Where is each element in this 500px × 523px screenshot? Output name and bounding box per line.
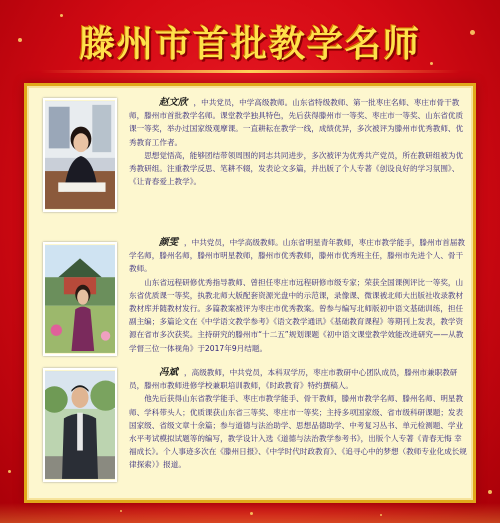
title-bar: [0, 10, 500, 72]
bottom-glow: [0, 503, 500, 523]
teacher-bio-2-para-1: 颜雯 ，中共党员，中学高级教师。山东省明星青年教师，枣庄市教学能手，滕州市首届教学名师，滕州名师，滕州市明星教师，滕州市优秀教师，滕州市优秀班主任，滕州市先进个人、骨干教师。: [129, 237, 465, 274]
teacher-bio-2: [129, 236, 469, 355]
teacher-bio-3-para-1: 冯斌 ，高级教师，中共党员，本科双学历，枣庄市教研中心团队成员，滕州市兼职教研员，滕州市教师进修学校兼职培训教师，《时政教育》特约撰稿人。: [129, 367, 458, 391]
teacher-bio-1: [129, 96, 469, 188]
teacher-bio-1-para-2: 思想觉悟高，能够团结带领周围的同志共同进步，多次被评为优秀共产党员，所在教研组被为优秀教研组。注重教学反思、笔耕不辍，发表论文多篇，并出版了个人专著《创设良好的学习氛围》、《让青春爱上教学》。: [129, 150, 464, 187]
teacher-bio-3-para-2: 他先后获得山东省教学能手、枣庄市教学能手、骨干教师，滕州市教学名师、滕州名师、明星教师、学科带头人；优质课获山东省三等奖、枣庄市一等奖；主持多项国家级、省市级科研课题；发表国家级、省级文章十余篇；参与道德与法治助学、思想品德助学、中考复习丛书、单元检测题、学业水平考试模拟试题等的编写，教学设计入选《道德与法治教学参考书》，出版个人专著《青春无悔 幸福成长》。个人事迹多次在《滕州日报》、《中学时代时政教育》、《追寻心中的梦想（教师专业化成长规律探索）》报道。: [129, 394, 467, 470]
sparkle: [8, 470, 11, 473]
teacher-bio-3: [129, 366, 469, 472]
sparkle: [488, 490, 492, 494]
title-underline: [40, 70, 460, 73]
page-title: 滕州市首批教学名师: [78, 23, 421, 65]
teacher-photo-3: [43, 368, 117, 482]
teacher-photo-3-image: [45, 370, 115, 480]
teacher-photo-2-image: [45, 244, 115, 354]
content-panel: [24, 83, 476, 503]
teacher-bio-1-para-1: 赵文欣 ，中共党员，中学高级教师。山东省特级教师、第一批枣庄名师、枣庄市骨干教师，滕州市首批教学名师。课堂教学独具特色，先后获得滕州市一等奖、枣庄市一等奖、山东省优质课一等奖，举办过国家级观摩课。一直耕耘在教学一线，成绩优异，多次被评为滕州市优秀教师、优秀教育工作者。: [129, 97, 464, 147]
teacher-name-3: 冯斌: [159, 367, 179, 378]
teacher-photo-2: [43, 242, 117, 356]
teacher-name-2: 颜雯: [159, 237, 179, 248]
teacher-photo-1-image: [45, 100, 115, 210]
teacher-bio-2-para-2: 山东省远程研修优秀指导教师、曾担任枣庄市远程研修市级专家；荣获全国课例评比一等奖，山东省优质课一等奖，执教北师大版配套资源光盘中的示范课，录像课、微课被北师大出版社收录教材教材库并随教材发行。多篇教案被评为枣庄市优秀教案。曾参与编写北师版初中语文基础训练，担任副主编；多篇论文在《中学语文教学参考》《语文教学通讯》《基础教育课程》等期刊上发表，教学资源在省市多次获奖。主持研究的滕州市“十二五”规划课题《初中语文课堂教学效能改进研究——从教学督三位一体视角》于2017年9月结题。: [129, 277, 464, 353]
teacher-photo-1: [43, 98, 117, 212]
teacher-name-1: 赵文欣: [159, 97, 188, 108]
